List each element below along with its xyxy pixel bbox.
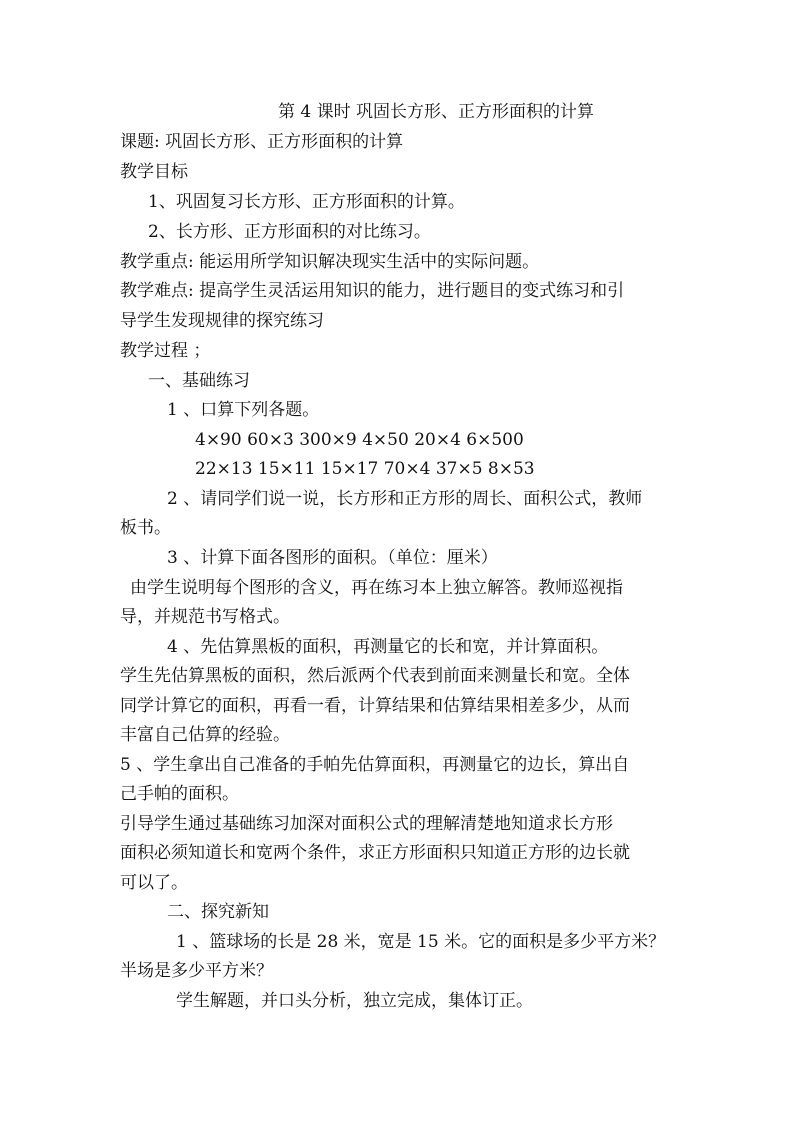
- exercise-item-2-line-1: 2 、请同学们说一说，长方形和正方形的周长、面积公式，教师: [167, 489, 643, 509]
- exercise-item-1: 1 、口算下列各题。: [167, 400, 320, 420]
- exercise-item-5-line-2: 己手帕的面积。: [120, 784, 239, 804]
- exercise-item-4-note-line-3: 丰富自己估算的经验。: [120, 725, 290, 745]
- exercise-item-4-note-line-1: 学生先估算黑板的面积，然后派两个代表到前面来测量长和宽。全体: [120, 666, 630, 686]
- exercise-item-2-line-2: 板书。: [120, 518, 171, 538]
- guidance-line-1: 引导学生通过基础练习加深对面积公式的理解清楚地知道求长方形: [120, 814, 613, 834]
- subject-line: 课题: 巩固长方形、正方形面积的计算: [120, 132, 404, 152]
- exercise-item-4: 4 、先估算黑板的面积，再测量它的长和宽，并计算面积。: [167, 637, 609, 657]
- guidance-line-2: 面积必须知道长和宽两个条件，求正方形面积只知道正方形的边长就: [120, 843, 630, 863]
- objective-item-2: 2、长方形、正方形面积的对比练习。: [148, 222, 431, 242]
- key-point-line: 教学重点: 能运用所学知识解决现实生活中的实际问题。: [120, 252, 540, 272]
- exercise-item-5-line-1: 5 、学生拿出自己准备的手帕先估算面积，再测量它的边长，算出自: [120, 755, 630, 775]
- exploration-item-1-line-2: 半场是多少平方米？: [120, 961, 273, 981]
- objective-item-1: 1、巩固复习长方形、正方形面积的计算。: [148, 192, 465, 212]
- exercise-item-3-note-line-1: 由学生说明每个图形的含义，再在练习本上独立解答。教师巡视指: [130, 578, 623, 598]
- section-heading-2: 二、探究新知: [167, 902, 269, 922]
- objectives-heading: 教学目标: [120, 162, 188, 182]
- calculation-row-2: 22×13 15×11 15×17 70×4 37×5 8×53: [195, 459, 535, 479]
- exercise-item-4-note-line-2: 同学计算它的面积，再看一看，计算结果和估算结果相差多少，从而: [120, 696, 630, 716]
- section-heading-1: 一、基础练习: [148, 371, 250, 391]
- process-heading: 教学过程 ；: [120, 341, 211, 361]
- document-title: 第 4 课时 巩固长方形、正方形面积的计算: [278, 102, 595, 122]
- guidance-line-3: 可以了。: [120, 873, 188, 893]
- difficulty-line-2: 导学生发现规律的探究练习: [120, 311, 324, 331]
- exercise-item-3-note-line-2: 导，并规范书写格式。: [120, 607, 290, 627]
- exploration-item-1-note: 学生解题，并口头分析，独立完成，集体订正。: [176, 991, 533, 1011]
- difficulty-line-1: 教学难点: 提高学生灵活运用知识的能力，进行题目的变式练习和引: [120, 281, 625, 301]
- calculation-row-1: 4×90 60×3 300×9 4×50 20×4 6×500: [195, 430, 524, 450]
- exploration-item-1-line-1: 1 、篮球场的长是 28 米，宽是 15 米。它的面积是多少平方米？: [176, 932, 666, 952]
- exercise-item-3: 3 、计算下面各图形的面积。（单位：厘米）: [167, 548, 498, 568]
